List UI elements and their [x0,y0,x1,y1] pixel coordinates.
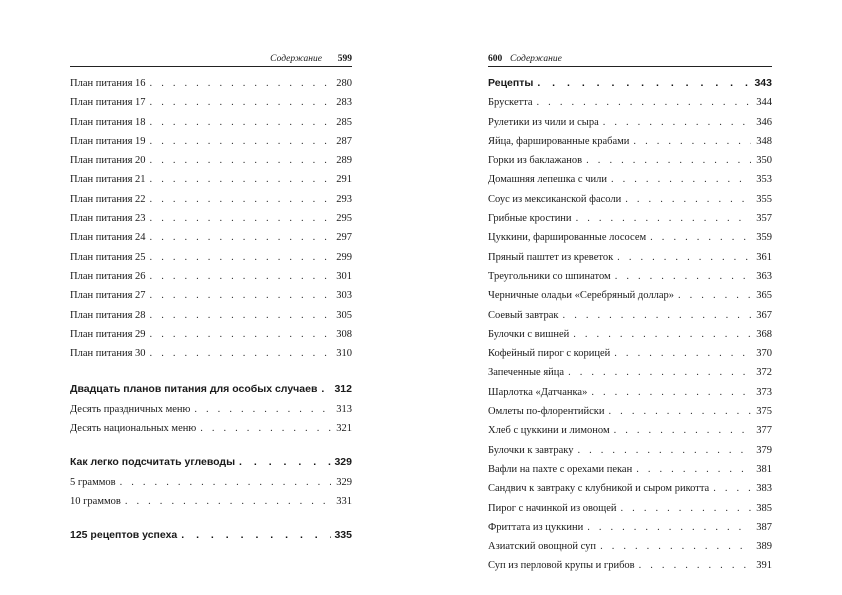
toc-section-page: 312 [334,383,352,396]
dot-leader [150,192,331,207]
dot-leader [150,346,331,361]
toc-entry[interactable] [70,95,352,114]
toc-entry-page: 373 [756,386,772,398]
toc-entry[interactable] [70,211,352,230]
toc-entry-title: Суп из перловой крупы и грибов [488,560,635,572]
dot-leader [609,404,751,419]
toc-entry-page: 357 [756,213,772,225]
toc-entry-title: Булочки с вишней [488,328,570,340]
recipe-list [488,95,772,577]
running-head-page-number: 599 [337,54,352,64]
toc-section-carb-counting[interactable] [70,455,352,474]
toc-entry-page: 285 [336,116,352,128]
toc-entry-page: 344 [756,97,772,109]
dot-leader [636,462,751,477]
right-toc [488,76,772,578]
dot-leader [621,501,751,516]
dot-leader [577,443,751,458]
dot-leader [537,76,751,91]
toc-entry-title: Омлеты по-флорентийски [488,406,605,418]
toc-entry-page: 305 [336,309,352,321]
toc-section-title: 125 рецептов успеха [70,529,178,542]
toc-entry[interactable] [488,134,772,153]
dot-leader [713,481,751,496]
toc-entry-page: 361 [756,251,772,263]
toc-entry-title: 10 граммов [70,495,121,507]
dot-leader [150,115,331,130]
dot-leader [150,269,331,284]
spacer [70,440,352,455]
toc-entry-page: 391 [756,560,772,572]
toc-entry-title: Шарлотка «Датчанка» [488,386,588,398]
toc-entry-page: 289 [336,155,352,167]
toc-entry-title: Сандвич к завтраку с клубникой и сыром рикотта [488,483,710,495]
toc-entry[interactable] [488,211,772,230]
toc-entry-page: 291 [336,174,352,186]
toc-entry[interactable] [488,501,772,520]
dot-leader [603,115,751,130]
toc-entry-title: План питания 21 [70,174,146,186]
toc-entry[interactable] [488,346,772,365]
toc-entry[interactable] [70,308,352,327]
toc-entry[interactable] [70,76,352,95]
toc-entry-title: План питания 17 [70,97,146,109]
toc-entry-title: Булочки к завтраку [488,444,574,456]
toc-entry-page: 301 [336,270,352,282]
dot-leader [321,382,331,397]
toc-entry-title: Десять праздничных меню [70,403,191,415]
toc-entry-title: План питания 20 [70,155,146,167]
toc-entry[interactable] [488,327,772,346]
toc-entry-page: 353 [756,174,772,186]
left-toc [70,76,352,548]
dot-leader [614,423,751,438]
dot-leader [576,211,751,226]
dot-leader [150,172,331,187]
toc-entry-title: Соевый завтрак [488,309,559,321]
toc-entry-title: План питания 23 [70,213,146,225]
toc-entry[interactable] [70,288,352,307]
toc-entry[interactable] [488,192,772,211]
dot-leader [181,528,331,543]
toc-entry-title: Цуккини, фаршированные лососем [488,232,647,244]
toc-entry-title: План питания 22 [70,193,146,205]
toc-entry-title: 5 граммов [70,476,116,488]
toc-entry-page: 387 [756,521,772,533]
dot-leader [591,385,751,400]
toc-entry-page: 385 [756,502,772,514]
toc-entry-page: 295 [336,213,352,225]
toc-entry[interactable] [70,115,352,134]
toc-entry-page: 346 [756,116,772,128]
dot-leader [573,327,751,342]
toc-entry[interactable] [70,192,352,211]
toc-entry-page: 363 [756,270,772,282]
dot-leader [150,134,331,149]
dot-leader [194,402,331,417]
dot-leader [150,230,331,245]
toc-entry-page: 283 [336,97,352,109]
toc-entry[interactable] [70,230,352,249]
dot-leader [614,346,751,361]
toc-entry[interactable] [70,346,352,365]
dot-leader [568,365,751,380]
toc-section-page: 329 [334,456,352,469]
toc-entry-title: План питания 16 [70,78,146,89]
dot-leader [625,192,751,207]
toc-entry[interactable] [488,250,772,269]
toc-entry-title: Грибные кростини [488,213,572,225]
toc-entry[interactable] [488,153,772,172]
toc-entry-title: Брускетта [488,97,533,109]
toc-entry[interactable] [488,115,772,134]
toc-entry-title: Треугольники со шпинатом [488,270,611,282]
toc-entry[interactable] [70,421,352,440]
toc-entry-page: 383 [756,483,772,495]
dot-leader [633,134,751,149]
toc-entry[interactable] [488,423,772,442]
toc-entry-title: Яйца, фаршированные крабами [488,135,630,147]
toc-entry[interactable] [488,230,772,249]
toc-entry-title: Азиатский овощной суп [488,541,597,553]
toc-entry[interactable] [70,494,352,513]
toc-entry-page: 293 [336,193,352,205]
dot-leader [120,475,331,490]
dot-leader [615,269,751,284]
toc-entry-title: Горки из баклажанов [488,155,583,167]
toc-entry-page: 313 [336,403,352,415]
dot-leader [150,76,331,91]
toc-entry-page: 280 [336,78,352,89]
dot-leader [150,288,331,303]
toc-entry-title: Домашняя лепешка с чили [488,174,607,186]
toc-entry[interactable] [488,558,772,577]
toc-entry-title: Кофейный пирог с корицей [488,348,611,360]
spacer [70,365,352,382]
dot-leader [678,288,751,303]
dot-leader [639,558,751,573]
toc-entry-page: 299 [336,251,352,263]
toc-entry-title: Фриттата из цуккини [488,521,584,533]
toc-entry-page: 355 [756,193,772,205]
dot-leader [586,153,751,168]
toc-entry[interactable] [488,520,772,539]
toc-entry-page: 350 [756,155,772,167]
toc-entry-title: План питания 18 [70,116,146,128]
toc-entry-title: Соус из мексиканской фасоли [488,193,622,205]
toc-entry[interactable] [70,153,352,172]
toc-entry-page: 359 [756,232,772,244]
toc-entry[interactable] [488,539,772,558]
toc-section-125-recipes[interactable] [70,528,352,547]
toc-entry-page: 375 [756,406,772,418]
toc-section-special-occasions[interactable] [70,382,352,401]
toc-entry-title: План питания 24 [70,232,146,244]
toc-entry[interactable] [70,327,352,346]
toc-entry-page: 321 [336,423,352,435]
toc-entry[interactable] [70,172,352,191]
dot-leader [537,95,751,110]
right-page [488,0,772,595]
toc-section-title: Как легко подсчитать углеводы [70,456,236,469]
toc-entry[interactable] [70,402,352,421]
dot-leader [150,211,331,226]
special-menu-list [70,402,352,441]
dot-leader [200,421,331,436]
toc-entry-title: Вафли на пахте с орехами пекан [488,463,633,475]
toc-section-page: 343 [754,77,772,89]
carb-amount-list [70,475,352,514]
toc-entry[interactable] [488,288,772,307]
toc-entry-title: Пирог с начинкой из овощей [488,502,617,514]
toc-entry-page: 348 [756,135,772,147]
toc-entry-title: План питания 28 [70,309,146,321]
toc-entry-page: 329 [336,476,352,488]
dot-leader [587,520,751,535]
toc-entry[interactable] [488,308,772,327]
toc-entry-title: Черничные оладьи «Серебряный доллар» [488,290,674,302]
spacer [70,513,352,528]
dot-leader [563,308,751,323]
toc-entry-page: 372 [756,367,772,379]
toc-entry-page: 308 [336,328,352,340]
toc-entry-title: План питания 29 [70,328,146,340]
toc-entry-page: 367 [756,309,772,321]
toc-entry[interactable] [488,269,772,288]
toc-entry-page: 377 [756,425,772,437]
meal-plan-list [70,76,352,365]
toc-entry[interactable] [488,481,772,500]
toc-entry-title: Хлеб с цуккини и лимоном [488,425,610,437]
toc-entry[interactable] [70,134,352,153]
toc-entry-title: План питания 26 [70,270,146,282]
toc-entry-title: Пряный паштет из креветок [488,251,614,263]
toc-entry-page: 365 [756,290,772,302]
toc-entry[interactable] [70,269,352,288]
toc-section-title: Двадцать планов питания для особых случаев [70,383,318,396]
toc-entry-title: План питания 25 [70,251,146,263]
dot-leader [150,250,331,265]
toc-entry[interactable] [70,475,352,494]
toc-entry[interactable] [488,172,772,191]
toc-entry[interactable] [488,462,772,481]
toc-entry-page: 297 [336,232,352,244]
dot-leader [150,308,331,323]
toc-entry-page: 381 [756,463,772,475]
toc-entry-page: 379 [756,444,772,456]
running-head-title: Содержание [270,54,322,64]
dot-leader [650,230,751,245]
toc-entry-page: 389 [756,541,772,553]
toc-entry-page: 331 [336,495,352,507]
running-head-title: Содержание [510,54,562,64]
dot-leader [125,494,331,509]
dot-leader [600,539,751,554]
toc-entry-title: Десять национальных меню [70,423,197,435]
toc-entry-page: 310 [336,348,352,360]
toc-entry-title: План питания 19 [70,135,146,147]
right-running-head [488,52,772,67]
toc-section-title: Рецепты [488,77,534,89]
dot-leader [239,455,331,470]
toc-entry[interactable] [488,365,772,384]
dot-leader [611,172,751,187]
dot-leader [150,95,331,110]
toc-entry-title: Рулетики из чили и сыра [488,116,599,128]
toc-entry[interactable] [488,95,772,114]
toc-entry-page: 303 [336,290,352,302]
toc-entry-page: 368 [756,328,772,340]
toc-entry-title: План питания 27 [70,290,146,302]
toc-entry-page: 287 [336,135,352,147]
toc-section-page: 335 [334,529,352,542]
toc-entry-title: Запеченные яйца [488,367,565,379]
toc-entry[interactable] [70,250,352,269]
toc-section-recipes[interactable] [488,76,772,95]
toc-entry[interactable] [488,443,772,462]
dot-leader [150,153,331,168]
toc-entry[interactable] [488,404,772,423]
running-head-page-number: 600 [488,54,503,64]
dot-leader [150,327,331,342]
toc-entry[interactable] [488,385,772,404]
toc-entry-title: План питания 30 [70,348,146,360]
dot-leader [617,250,751,265]
toc-entry-page: 370 [756,348,772,360]
left-running-head [70,52,352,67]
left-page [70,0,352,595]
